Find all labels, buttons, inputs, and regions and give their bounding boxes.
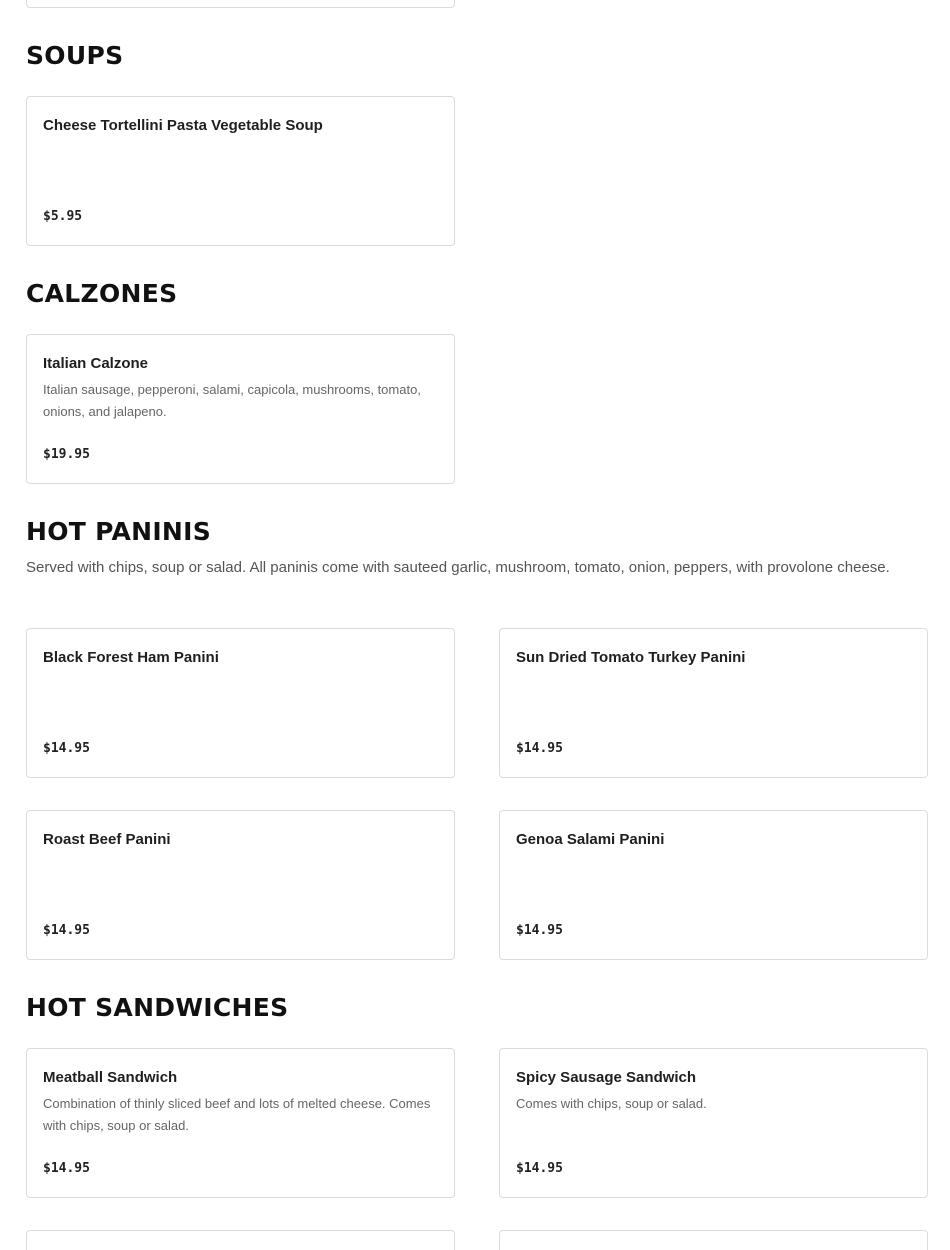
menu-item-card-partial[interactable]	[26, 0, 455, 8]
menu-item-card[interactable]	[499, 628, 928, 778]
item-name: Roast Beef Panini	[43, 831, 171, 848]
section-description: Served with chips, soup or salad. All paninis come with sauteed garlic, mushroom, tomato, onion, peppers, with provolone cheese.	[26, 559, 890, 576]
item-description: Comes with chips, soup or salad.	[516, 1096, 707, 1111]
item-price: $14.95	[43, 923, 90, 938]
menu-item-card[interactable]	[499, 1048, 928, 1198]
menu-item-card[interactable]	[26, 96, 455, 246]
menu-item-card[interactable]	[26, 334, 455, 484]
item-price: $19.95	[43, 447, 90, 462]
section-title-calzones: CALZONES	[26, 279, 178, 308]
item-name: Meatball Sandwich	[43, 1069, 178, 1086]
menu-item-card-partial[interactable]	[499, 1230, 928, 1250]
item-price: $5.95	[43, 209, 83, 224]
item-name: Cheese Tortellini Pasta Vegetable Soup	[43, 117, 323, 134]
section-title-soups: SOUPS	[26, 41, 124, 70]
item-name: Black Forest Ham Panini	[43, 649, 219, 666]
item-price: $14.95	[516, 1161, 563, 1176]
item-price: $14.95	[43, 1161, 90, 1176]
item-price: $14.95	[516, 923, 563, 938]
menu-item-card-partial[interactable]	[26, 1230, 455, 1250]
item-description: Combination of thinly sliced beef and lots of melted cheese. Comes with chips, soup or salad.	[43, 1096, 431, 1133]
item-description: Italian sausage, pepperoni, salami, capicola, mushrooms, tomato, onions, and jalapeno.	[43, 382, 421, 419]
item-price: $14.95	[516, 741, 563, 756]
section-title-hot-paninis: HOT PANINIS	[26, 517, 212, 546]
menu-item-card[interactable]	[26, 628, 455, 778]
item-name: Spicy Sausage Sandwich	[516, 1069, 697, 1086]
item-name: Sun Dried Tomato Turkey Panini	[516, 649, 746, 666]
item-price: $14.95	[43, 741, 90, 756]
menu-item-card[interactable]	[499, 810, 928, 960]
item-name: Genoa Salami Panini	[516, 831, 665, 848]
menu-item-card[interactable]	[26, 1048, 455, 1198]
item-name: Italian Calzone	[43, 355, 149, 372]
section-title-hot-sandwiches: HOT SANDWICHES	[26, 993, 289, 1022]
menu-item-card[interactable]	[26, 810, 455, 960]
